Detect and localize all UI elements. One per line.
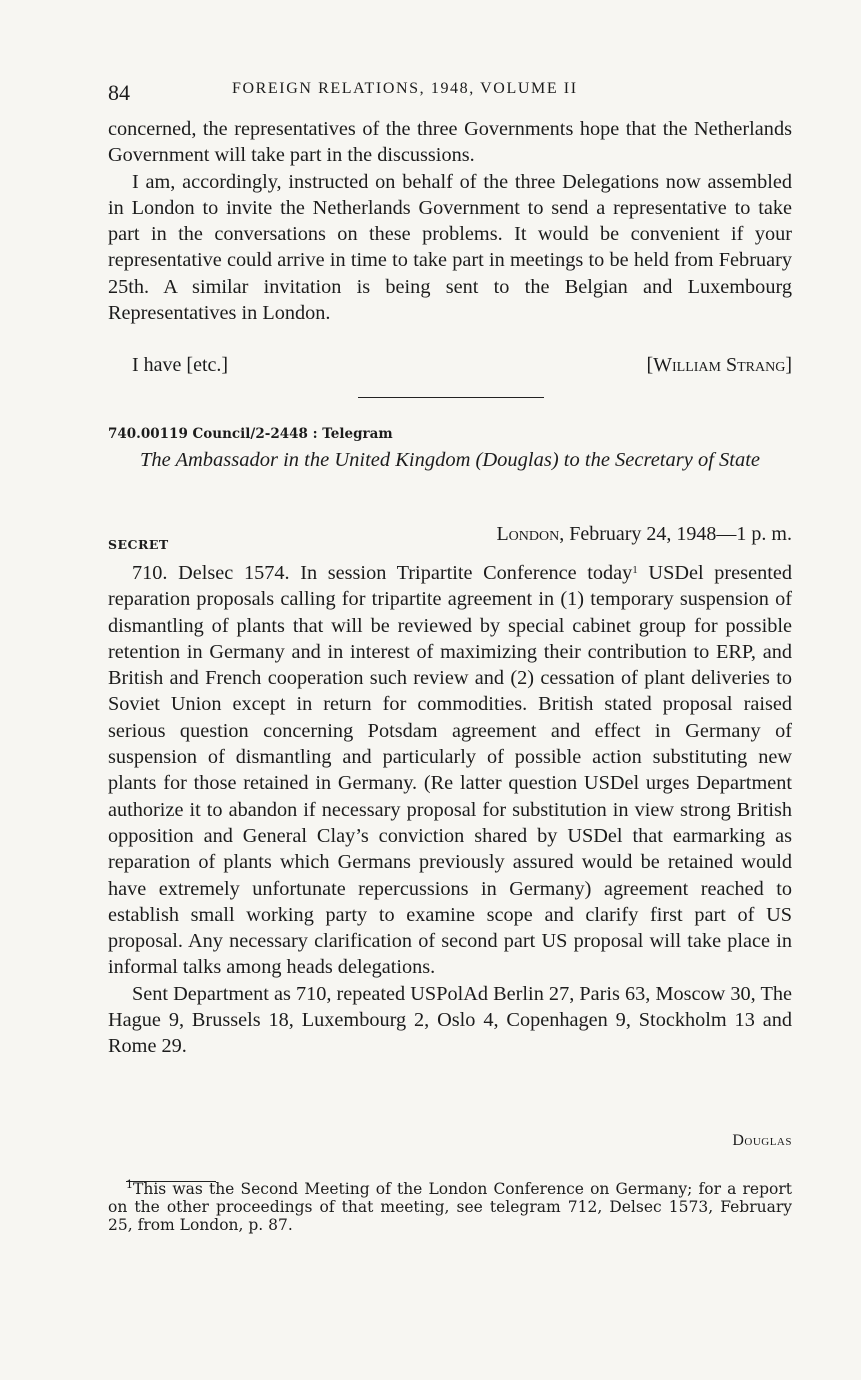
dateline: [108, 523, 792, 546]
letter-closing: I have [etc.]: [132, 354, 229, 376]
letter-continuation: [108, 116, 792, 326]
dateline-place: London: [496, 523, 560, 545]
footnote-marker: 1: [126, 1178, 133, 1191]
page-header: [108, 76, 792, 110]
page-number: 84: [108, 80, 130, 105]
footnote-reference: 1: [632, 564, 638, 576]
file-reference: 740.00119 Council/2-2448 : Telegram: [108, 426, 393, 442]
classification-label: SECRET: [108, 537, 169, 552]
footnote: [108, 1180, 792, 1234]
dateline-date: , February 24, 1948—1 p. m.: [559, 523, 792, 545]
document-title: The Ambassador in the United Kingdom (Douglas) to the Secretary of State: [139, 449, 761, 471]
running-title: FOREIGN RELATIONS, 1948, VOLUME II: [232, 80, 578, 97]
telegram-body-part-2: USDel presented reparation proposals calling for tripartite agreement in (1) temporary suspension of dismantling of plants that will be reviewed by special cabinet group for possible retention in Germany and in interest of maximizing their contribution to ERP, and British and French cooperation such review and (2) cessation of plant deliveries to Soviet Union except in return for commodities. British stated proposal raised serious question concerning Potsdam agreement and effect in Germany of suspension of dismantling and particularly of possible action substituting new plants for those retained in Germany. (Re latter question USDel urges Department authorize it to abandon if necessary proposal for substitution in view strong British opposition and General Clay’s conviction shared by USDel that earmarking as reparation of plants which Germans previously assured would be retained would have extremely unfortunate repercussions in Germany) agreement reached to establish small working party to examine scope and clarify first part of US proposal. Any necessary clarification of second part US proposal will take place in informal talks among heads delegations.: [108, 562, 792, 979]
section-divider: [358, 397, 544, 398]
telegram-paragraph-1: [108, 560, 792, 981]
letter-paragraph-1: concerned, the representatives of the three Governments hope that the Netherlands Government will take part in the discussions.: [108, 118, 792, 167]
letter-signature: [William Strang]: [646, 354, 792, 376]
telegram-sent-paragraph: Sent Department as 710, repeated USPolAd Berlin 27, Paris 63, Moscow 30, The Hague 9, Brussels 18, Luxembourg 2, Oslo 4, Copenhagen 9, Stockholm 13 and Rome 29.: [108, 982, 792, 1058]
telegram-body: [108, 560, 792, 1060]
footnote-paragraph: [108, 1180, 792, 1234]
letter-paragraph-2: I am, accordingly, instructed on behalf of the three Delegations now assembled in London to invite the Netherlands Government to send a representative to take part in the conversations on these problems. It would be convenient if your representative could arrive in time to take part in meetings to be held from February 25th. A similar invitation is being sent to the Belgian and Luxembourg Representatives in London.: [108, 170, 792, 325]
telegram-body-part-1: 710. Delsec 1574. In session Tripartite Conference today: [132, 562, 633, 584]
footnote-text: This was the Second Meeting of the London Conference on Germany; for a report on the other proceedings of that meeting, see telegram 712, Delsec 1573, February 25, from London, p. 87.: [108, 1180, 792, 1234]
telegram-signature: Douglas: [732, 1132, 792, 1149]
